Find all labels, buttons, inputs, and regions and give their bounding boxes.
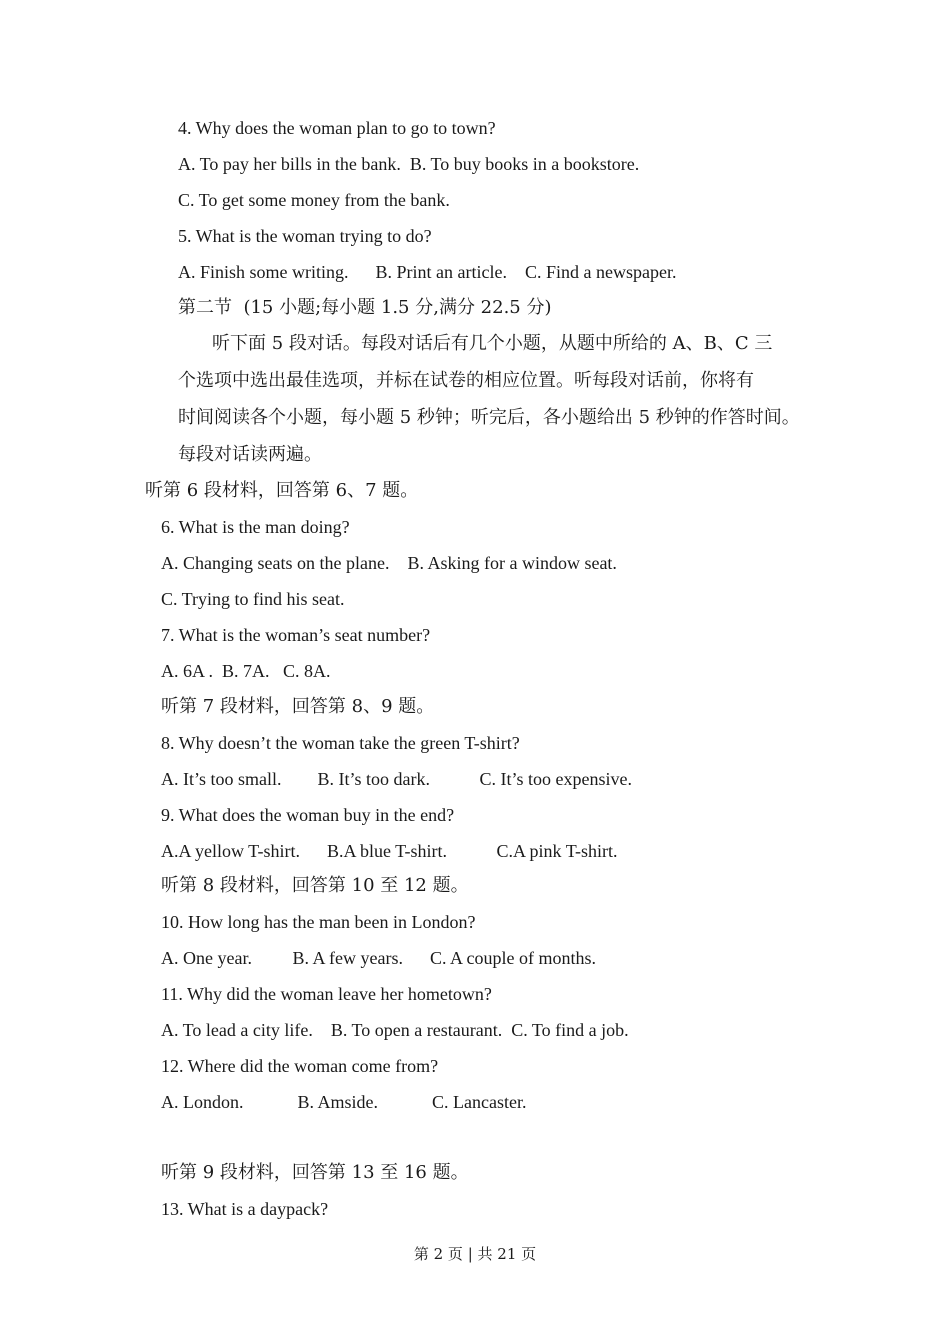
material-9-heading: 听第 9 段材料，回答第 13 至 16 题。 <box>161 1162 469 1183</box>
question-4: 4. Why does the woman plan to go to town? <box>178 118 496 138</box>
page-footer: 第 2 页 | 共 21 页 <box>413 1245 537 1263</box>
material-6-heading: 听第 6 段材料，回答第 6、7 题。 <box>145 480 419 501</box>
material-7-heading: 听第 7 段材料，回答第 8、9 题。 <box>161 696 435 717</box>
question-11: 11. Why did the woman leave her hometown? <box>161 984 492 1004</box>
question-7-options: A. 6A . B. 7A. C. 8A. <box>161 661 331 681</box>
question-10: 10. How long has the man been in London? <box>161 912 476 932</box>
instructions-line-3: 时间阅读各个小题，每小题 5 秒钟；听完后，各小题给出 5 秒钟的作答时间。 <box>178 407 800 428</box>
question-5-options: A. Finish some writing. B. Print an article. C. Find a newspaper. <box>178 262 677 282</box>
question-13: 13. What is a daypack? <box>161 1199 329 1219</box>
question-9: 9. What does the woman buy in the end? <box>161 805 455 825</box>
instructions-line-1: 听下面 5 段对话。每段对话后有几个小题，从题中所给的 A、B、C 三 <box>212 333 773 354</box>
instructions-line-2: 个选项中选出最佳选项，并标在试卷的相应位置。听每段对话前，你将有 <box>178 370 754 391</box>
instructions-line-4: 每段对话读两遍。 <box>178 444 322 465</box>
question-12: 12. Where did the woman come from? <box>161 1056 439 1076</box>
question-5: 5. What is the woman trying to do? <box>178 226 432 246</box>
question-6-option-c: C. Trying to find his seat. <box>161 589 345 609</box>
material-8-heading: 听第 8 段材料，回答第 10 至 12 题。 <box>161 875 469 896</box>
question-8-options: A. It’s too small. B. It’s too dark. C. It’s too expensive. <box>161 769 632 789</box>
question-4-options-ab: A. To pay her bills in the bank. B. To buy books in a bookstore. <box>178 154 640 174</box>
question-12-options: A. London. B. Amside. C. Lancaster. <box>161 1092 527 1112</box>
question-6: 6. What is the man doing? <box>161 517 350 537</box>
question-6-options-ab: A. Changing seats on the plane. B. Asking for a window seat. <box>161 553 617 573</box>
question-7: 7. What is the woman’s seat number? <box>161 625 431 645</box>
question-11-options: A. To lead a city life. B. To open a restaurant. C. To find a job. <box>161 1020 629 1040</box>
question-4-option-c: C. To get some money from the bank. <box>178 190 450 210</box>
question-8: 8. Why doesn’t the woman take the green T-shirt? <box>161 733 520 753</box>
question-9-options: A.A yellow T-shirt. B.A blue T-shirt. C.A pink T-shirt. <box>161 841 618 861</box>
section-2-heading: 第二节 (15 小题;每小题 1.5 分,满分 22.5 分) <box>178 297 552 318</box>
question-10-options: A. One year. B. A few years. C. A couple of months. <box>161 948 596 968</box>
